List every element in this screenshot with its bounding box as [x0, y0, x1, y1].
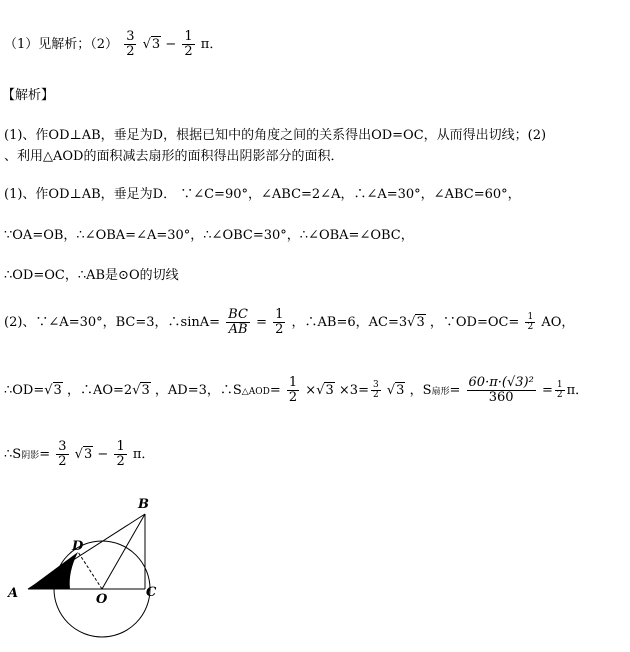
answer-part1: （1）见解析；（2）: [4, 37, 119, 52]
step6-root: √3: [74, 447, 93, 462]
summary-line-2: 、利用△AOD的面积减去扇形的面积得出阴影部分的面积．: [4, 149, 344, 164]
label-d: D: [72, 539, 84, 554]
line-od: [78, 552, 102, 589]
label-a: A: [8, 586, 19, 601]
step6-d: π．: [132, 447, 155, 462]
geometry-figure: [0, 492, 200, 652]
step4-post: ，∵OD=OC=: [429, 315, 520, 330]
step4-pre: (2)、∵∠A=30°，BC=3，∴sinA=: [4, 315, 221, 330]
answer-fraction-1: $\frac{3}{2}$: [126, 29, 135, 59]
step5-root-3: √3: [316, 383, 334, 398]
step5-c: ，AD=3，∴S: [154, 383, 242, 398]
step4-eq: =: [256, 315, 267, 330]
step5-a: ∴OD=: [4, 383, 45, 398]
step5-sub-sector: 扇形: [431, 387, 450, 397]
step6-minus: −: [97, 447, 109, 462]
step6-b: =: [39, 447, 51, 462]
analysis-header: 【解析】: [2, 88, 55, 103]
step5-h: =: [449, 383, 461, 398]
step-1: (1)、作OD⊥AB，垂足为D． ∵∠C=90°，∠ABC=2∠A，∴∠A=30°，∠ABC=60°，: [4, 187, 521, 202]
shaded-region: [28, 552, 78, 589]
step4-root: √3: [407, 315, 425, 330]
step5-sub-aod: △AOD: [241, 387, 270, 397]
step-2: ∵OA=OB，∴∠OBA=∠A=30°，∴∠OBC=30°，∴∠OBA=∠OBC，: [4, 228, 414, 243]
step5-root-4: √3: [386, 383, 405, 398]
step5-frac-3: $\frac{1}{2}$: [556, 380, 563, 400]
step6-frac-1: $\frac{3}{2}$: [58, 439, 67, 469]
step5-root-1: √3: [44, 383, 62, 398]
step6-sub-shadow: 阴影: [21, 451, 40, 461]
answer-minus: −: [165, 37, 177, 52]
step5-f: ×3=: [338, 383, 369, 398]
step4-frac-small: $\frac{1}{2}$: [527, 312, 534, 332]
step6-frac-2: $\frac{1}{2}$: [116, 439, 125, 469]
step5-b: ，∴AO=2: [66, 383, 133, 398]
step4-end: AO，: [541, 315, 575, 330]
step4-frac-bc-ab: $\frac{BC}{AB}$: [228, 307, 248, 337]
step-6: [4, 440, 154, 469]
label-o: O: [96, 592, 108, 607]
answer-tail: π．: [200, 37, 223, 52]
label-c: C: [146, 585, 157, 600]
step5-frac-2: $\frac{3}{2}$: [372, 380, 379, 400]
step5-i: =: [541, 383, 553, 398]
answer-fraction-2: $\frac{1}{2}$: [184, 29, 193, 59]
step4-frac-half: $\frac{1}{2}$: [275, 307, 284, 337]
answer-line: [4, 30, 222, 59]
answer-root: √3: [142, 37, 161, 52]
summary-line-1: (1)、作OD⊥AB，垂足为D，根据已知中的角度之间的关系得出OD=OC，从而得出切线；(2): [4, 128, 547, 143]
step5-d: =: [269, 383, 281, 398]
step5-frac-1: $\frac{1}{2}$: [288, 375, 298, 405]
step-5: [4, 376, 588, 405]
step5-e: ×: [305, 383, 317, 398]
step5-g: ，S: [409, 383, 432, 398]
label-b: B: [138, 497, 149, 512]
step-4: [4, 308, 574, 337]
step-3: ∴OD=OC，∴AB是⊙O的切线: [4, 268, 179, 283]
step6-a: ∴S: [4, 447, 22, 462]
line-bo: [102, 514, 145, 589]
step5-frac-big: $\frac{\text{60·π·(√3)²}}{360}$: [468, 375, 534, 405]
step5-root-2: √3: [132, 383, 150, 398]
step4-mid: ，∴AB=6，AC=3: [291, 315, 408, 330]
step5-j: π．: [566, 383, 589, 398]
